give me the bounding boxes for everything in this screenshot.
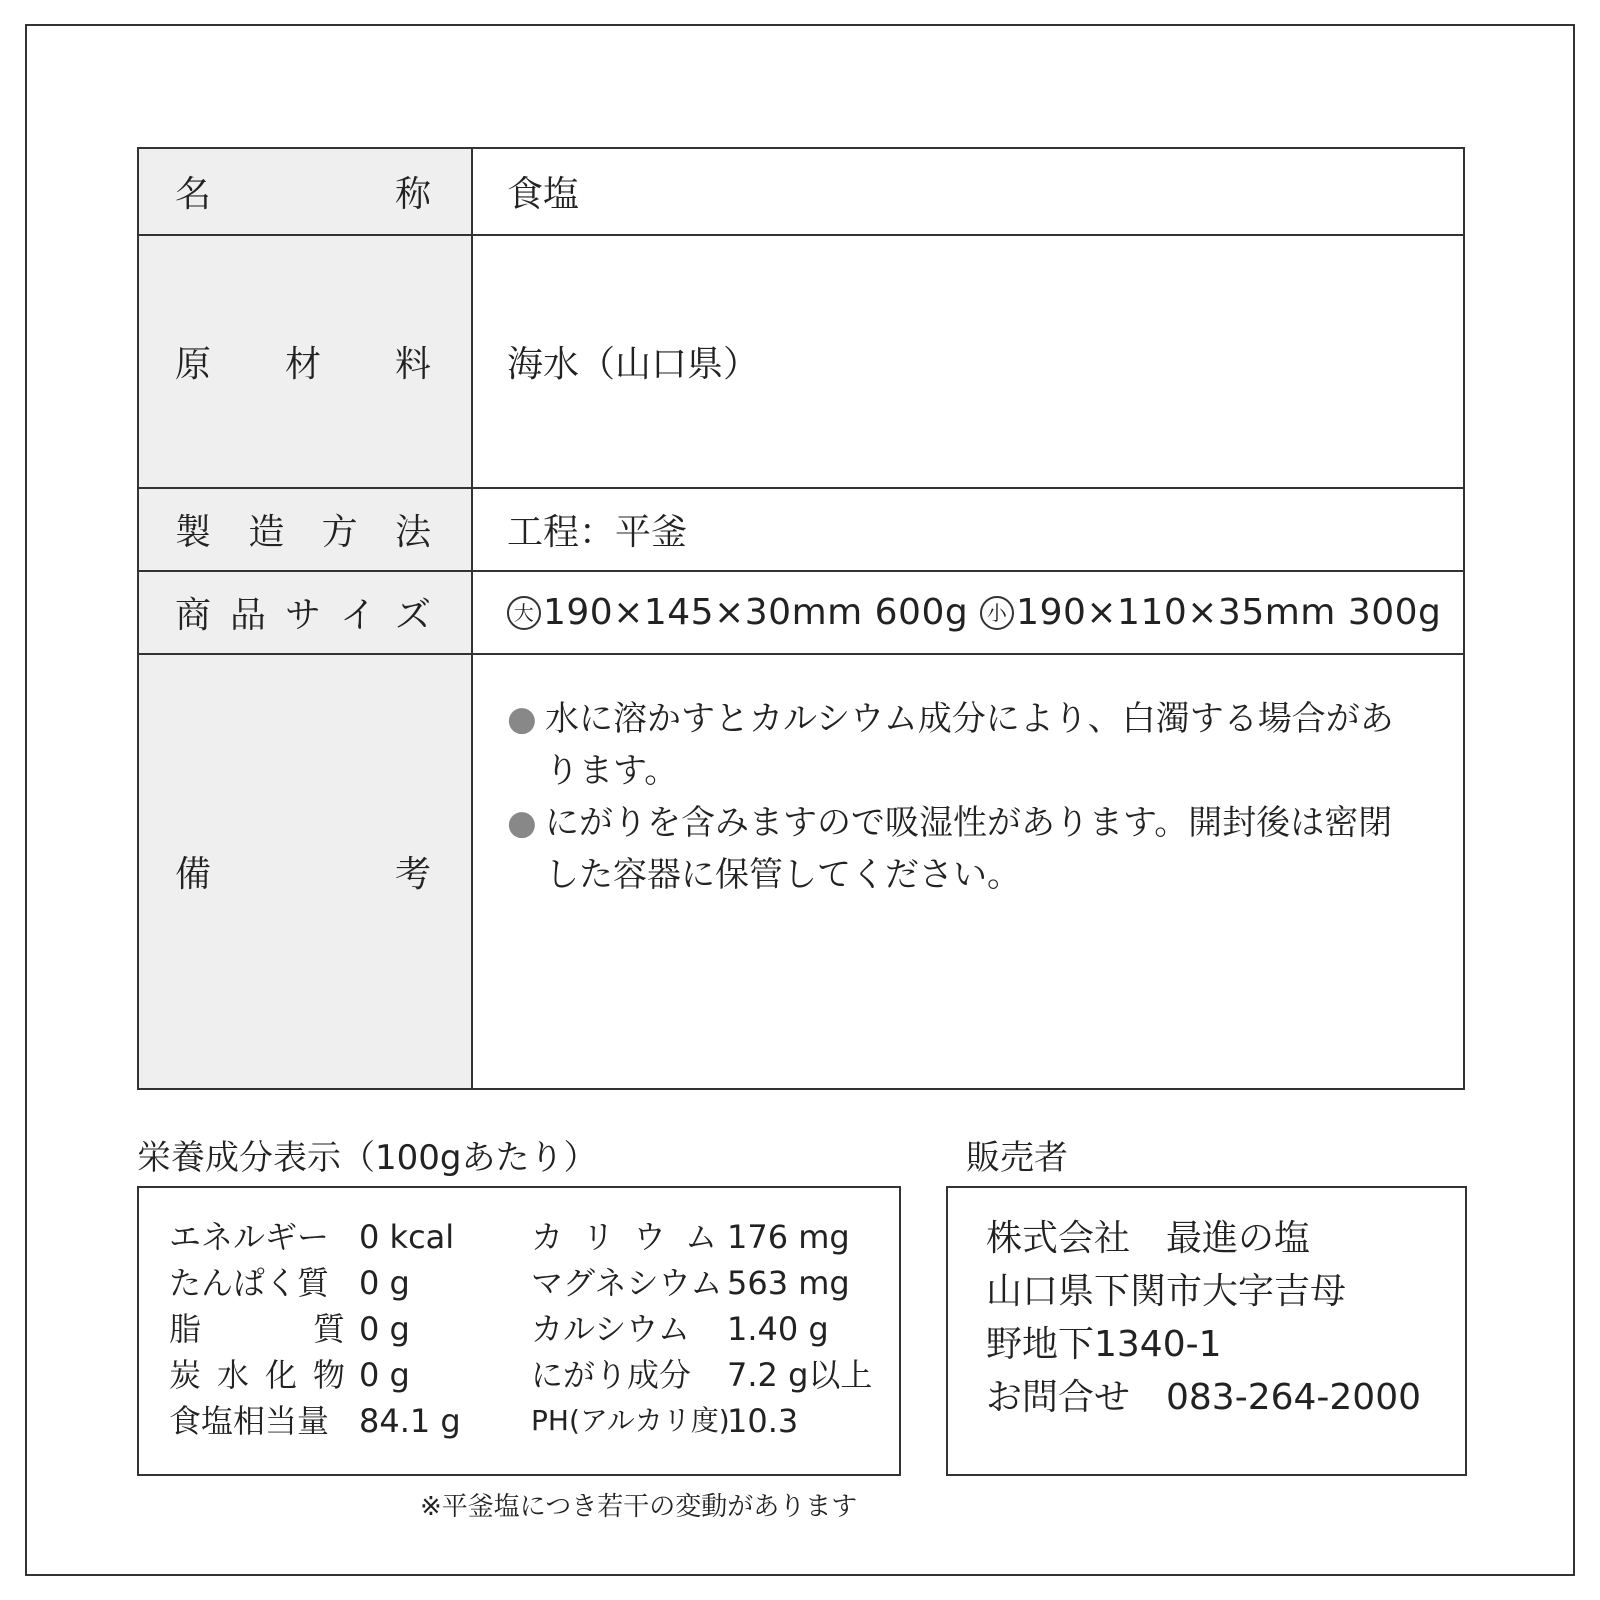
seller-box	[946, 1186, 1467, 1476]
value-name: 食塩	[472, 148, 1464, 235]
label-char: ム	[684, 1218, 717, 1256]
label-char: 考	[394, 854, 431, 895]
nutrient-name: エネルギー	[169, 1218, 330, 1256]
label-char: 製	[175, 512, 212, 553]
nutrition-row	[169, 1306, 917, 1352]
label-char: 備	[175, 854, 212, 895]
label-char: リ	[582, 1218, 615, 1256]
label-name	[139, 166, 471, 217]
table-row	[138, 148, 1464, 235]
mineral-name	[531, 1214, 727, 1260]
label-char: 造	[248, 512, 285, 553]
mineral-value: 563 mg	[727, 1264, 850, 1302]
seller-address-line-1: 山口県下関市大字吉母	[986, 1271, 1347, 1312]
value-method: 工程：平釜	[472, 488, 1464, 571]
nutrition-box	[137, 1186, 901, 1476]
label-char: ズ	[394, 595, 431, 636]
label-char: 炭	[169, 1356, 202, 1394]
nutrient-value: 0 g	[359, 1356, 410, 1394]
label-char: 質	[312, 1310, 345, 1348]
value-size	[472, 571, 1464, 654]
label-char: 品	[229, 595, 266, 636]
mineral-value: 10.3	[727, 1402, 799, 1440]
seller-title: 販売者	[966, 1138, 1068, 1178]
bullet-icon: ●	[507, 803, 537, 843]
nutrient-name: たんぱく質	[169, 1264, 330, 1302]
label-char: 料	[394, 344, 431, 385]
label-size	[139, 587, 471, 638]
mineral-name: PH(アルカリ度)	[531, 1404, 730, 1437]
table-row	[138, 488, 1464, 571]
list-item	[507, 797, 1423, 901]
nutrient-value: 0 g	[359, 1264, 410, 1302]
list-item	[507, 693, 1423, 797]
label-char: 物	[312, 1356, 345, 1394]
label-char: 脂	[169, 1310, 202, 1348]
label-ingredients	[139, 336, 471, 387]
label-char: イ	[339, 595, 376, 636]
label-char: 化	[264, 1356, 297, 1394]
mineral-value: 176 mg	[727, 1218, 850, 1256]
footnote: ※平釜塩につき若干の変動があります	[420, 1492, 858, 1522]
nutrition-title: 栄養成分表示（100gあたり）	[137, 1138, 598, 1178]
table-row	[138, 235, 1464, 488]
table-row	[138, 654, 1464, 1089]
remark-text: 水に溶かすとカルシウム成分により、白濁する場合があります。	[545, 699, 1394, 791]
value-ingredients: 海水（山口県）	[472, 235, 1464, 488]
value-remarks	[472, 654, 1464, 1089]
nutrient-value: 0 kcal	[359, 1218, 455, 1256]
nutrition-row	[169, 1214, 917, 1260]
mineral-value: 1.40 g	[727, 1310, 829, 1348]
label-char: 商	[175, 595, 212, 636]
label-char: 方	[321, 512, 358, 553]
seller-address-line-2: 野地下1340-1	[986, 1324, 1222, 1365]
large-size-value: 190×145×30mm 600g	[543, 592, 969, 633]
bullet-icon: ●	[507, 699, 537, 739]
label-remarks	[139, 846, 471, 897]
large-size-mark: 大	[507, 596, 541, 630]
remarks-list	[507, 693, 1423, 901]
label-char: サ	[284, 595, 321, 636]
mineral-value: 7.2 g以上	[727, 1356, 873, 1394]
seller-lines	[986, 1212, 1421, 1424]
nutrition-grid	[169, 1214, 917, 1444]
label-char: 材	[284, 344, 321, 385]
label-char: 水	[216, 1356, 249, 1394]
mineral-name: にがり成分	[531, 1356, 692, 1394]
small-size-mark: 小	[980, 596, 1014, 630]
seller-company: 株式会社 最進の塩	[986, 1218, 1311, 1259]
label-method	[139, 504, 471, 555]
nutrient-name	[169, 1352, 359, 1398]
label-char: 称	[394, 174, 431, 215]
mineral-name: カルシウム	[531, 1310, 690, 1348]
nutrient-value: 84.1 g	[359, 1402, 461, 1440]
small-size-value: 190×110×35mm 300g	[1016, 592, 1442, 633]
nutrient-name	[169, 1306, 359, 1352]
nutrition-row	[169, 1352, 917, 1398]
nutrition-row	[169, 1398, 917, 1444]
label-char: 法	[394, 512, 431, 553]
label-char: 名	[175, 174, 212, 215]
nutrient-value: 0 g	[359, 1310, 410, 1348]
label-char: カ	[531, 1218, 564, 1256]
mineral-name: マグネシウム	[531, 1264, 723, 1302]
label-char: 原	[175, 344, 212, 385]
seller-contact: お問合せ 083-264-2000	[986, 1377, 1422, 1418]
table-row	[138, 571, 1464, 654]
nutrient-name: 食塩相当量	[169, 1402, 330, 1440]
nutrition-row	[169, 1260, 917, 1306]
spec-table	[137, 147, 1465, 1090]
remark-text: にがりを含みますので吸湿性があります。開封後は密閉した容器に保管してください。	[545, 803, 1393, 895]
label-char: ウ	[633, 1218, 666, 1256]
